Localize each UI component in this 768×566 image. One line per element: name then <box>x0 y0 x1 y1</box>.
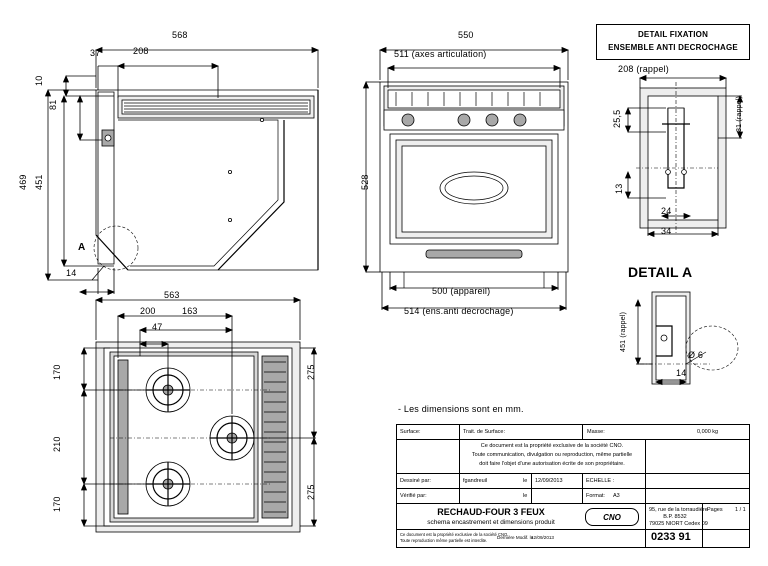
dim-24: 24 <box>661 206 672 216</box>
part-title: RECHAUD-FOUR 3 FEUX <box>437 507 545 517</box>
surface-treatment-label: Trait. de Surface: <box>463 429 505 435</box>
legal-line-3: doit faire l'objet d'une autorisation écrite de son propriétaire. <box>479 461 625 467</box>
mass-value: 0,000 kg <box>697 429 719 435</box>
company-address-2: B.P. 8532 <box>663 514 687 520</box>
format-value: A3 <box>613 493 620 499</box>
verified-date-label: le <box>523 493 528 499</box>
title-block <box>396 424 750 548</box>
format-label: Format: <box>586 493 605 499</box>
dim-451: 451 <box>34 174 44 190</box>
dim-528: 528 <box>360 174 370 190</box>
dim-14-detail-a: 14 <box>676 368 687 378</box>
scale-label: ECHELLE : <box>586 478 615 484</box>
dim-275-bottom: 275 <box>306 484 316 500</box>
mass-label: Masse: <box>587 429 605 435</box>
dim-514-ens-anti-decrochage: 514 (ens.anti décrochage) <box>404 306 514 316</box>
dim-163: 163 <box>182 306 198 316</box>
pages-value: 1 / 1 <box>735 507 746 513</box>
pages-label: Pages <box>707 507 723 513</box>
dim-568: 568 <box>172 30 188 40</box>
dim-170-top: 170 <box>52 364 62 380</box>
dim-34: 34 <box>661 226 672 236</box>
footer-legal-1: Ce document est la propriété exclusive de la société CNO. <box>400 532 509 537</box>
dim-208-rappel: 208 (rappel) <box>618 64 669 74</box>
drawn-date-label: le <box>523 478 528 484</box>
dim-511-axes: 511 (axes articulation) <box>394 49 487 59</box>
verified-label: Vérifié par: <box>400 493 427 499</box>
dim-208: 208 <box>133 46 149 56</box>
dimensions-note: - Les dimensions sont en mm. <box>398 404 524 414</box>
dim-210: 210 <box>52 436 62 452</box>
dim-500-appareil: 500 (appareil) <box>432 286 491 296</box>
dim-25-5: 25,5 <box>612 109 622 128</box>
detail-fixation-line2: ENSEMBLE ANTI DECROCHAGE <box>608 43 738 52</box>
legal-line-1: Ce document est la propriété exclusive de la société CNO. <box>480 443 624 449</box>
drawing-number: 0233 91 <box>651 531 691 543</box>
footer-modified-date: 12/09/2013 <box>531 535 554 540</box>
company-logo: CNO <box>585 508 639 526</box>
drawn-date: 12/09/2013 <box>535 478 563 484</box>
drawn-label: Dessiné par: <box>400 478 431 484</box>
dim-14: 14 <box>66 268 77 278</box>
dim-47: 47 <box>152 322 163 332</box>
dim-200: 200 <box>140 306 156 316</box>
dim-550: 550 <box>458 30 474 40</box>
legal-line-2: Toute communication, divulgation ou reproduction, même partielle <box>471 452 633 458</box>
dim-469: 469 <box>18 174 28 190</box>
surface-label: Surface: <box>400 429 421 435</box>
detail-fixation-line1: DETAIL FIXATION <box>637 30 709 39</box>
part-subtitle: schema encastrement et dimensions produit <box>427 519 555 526</box>
dim-10: 10 <box>34 75 44 86</box>
dim-81: 81 <box>48 99 58 110</box>
dim-diameter-6: Ø 6 <box>688 350 704 360</box>
dim-170-bottom: 170 <box>52 496 62 512</box>
dim-563: 563 <box>164 290 180 300</box>
drawn-by: fgandreuil <box>463 478 488 484</box>
detail-a-title: DETAIL A <box>628 264 693 280</box>
dim-37: 37 <box>90 48 101 58</box>
company-address-3: 79025 NIORT Cedex 09 <box>649 521 708 527</box>
dim-13: 13 <box>614 183 624 194</box>
dim-81-rappel: 81 (rappel) <box>736 95 743 132</box>
footer-legal-2: Toute reproduction même partielle est interdite. <box>400 538 488 543</box>
detail-a-marker: A <box>78 242 86 253</box>
footer-modified-label: Dernière Modif. le <box>497 535 534 540</box>
dim-275-top: 275 <box>306 364 316 380</box>
company-address-1: 95, rue de la torraudière <box>649 507 708 513</box>
detail-fixation-title-box <box>596 24 750 60</box>
dim-451-rappel: 451 (rappel) <box>620 311 627 352</box>
